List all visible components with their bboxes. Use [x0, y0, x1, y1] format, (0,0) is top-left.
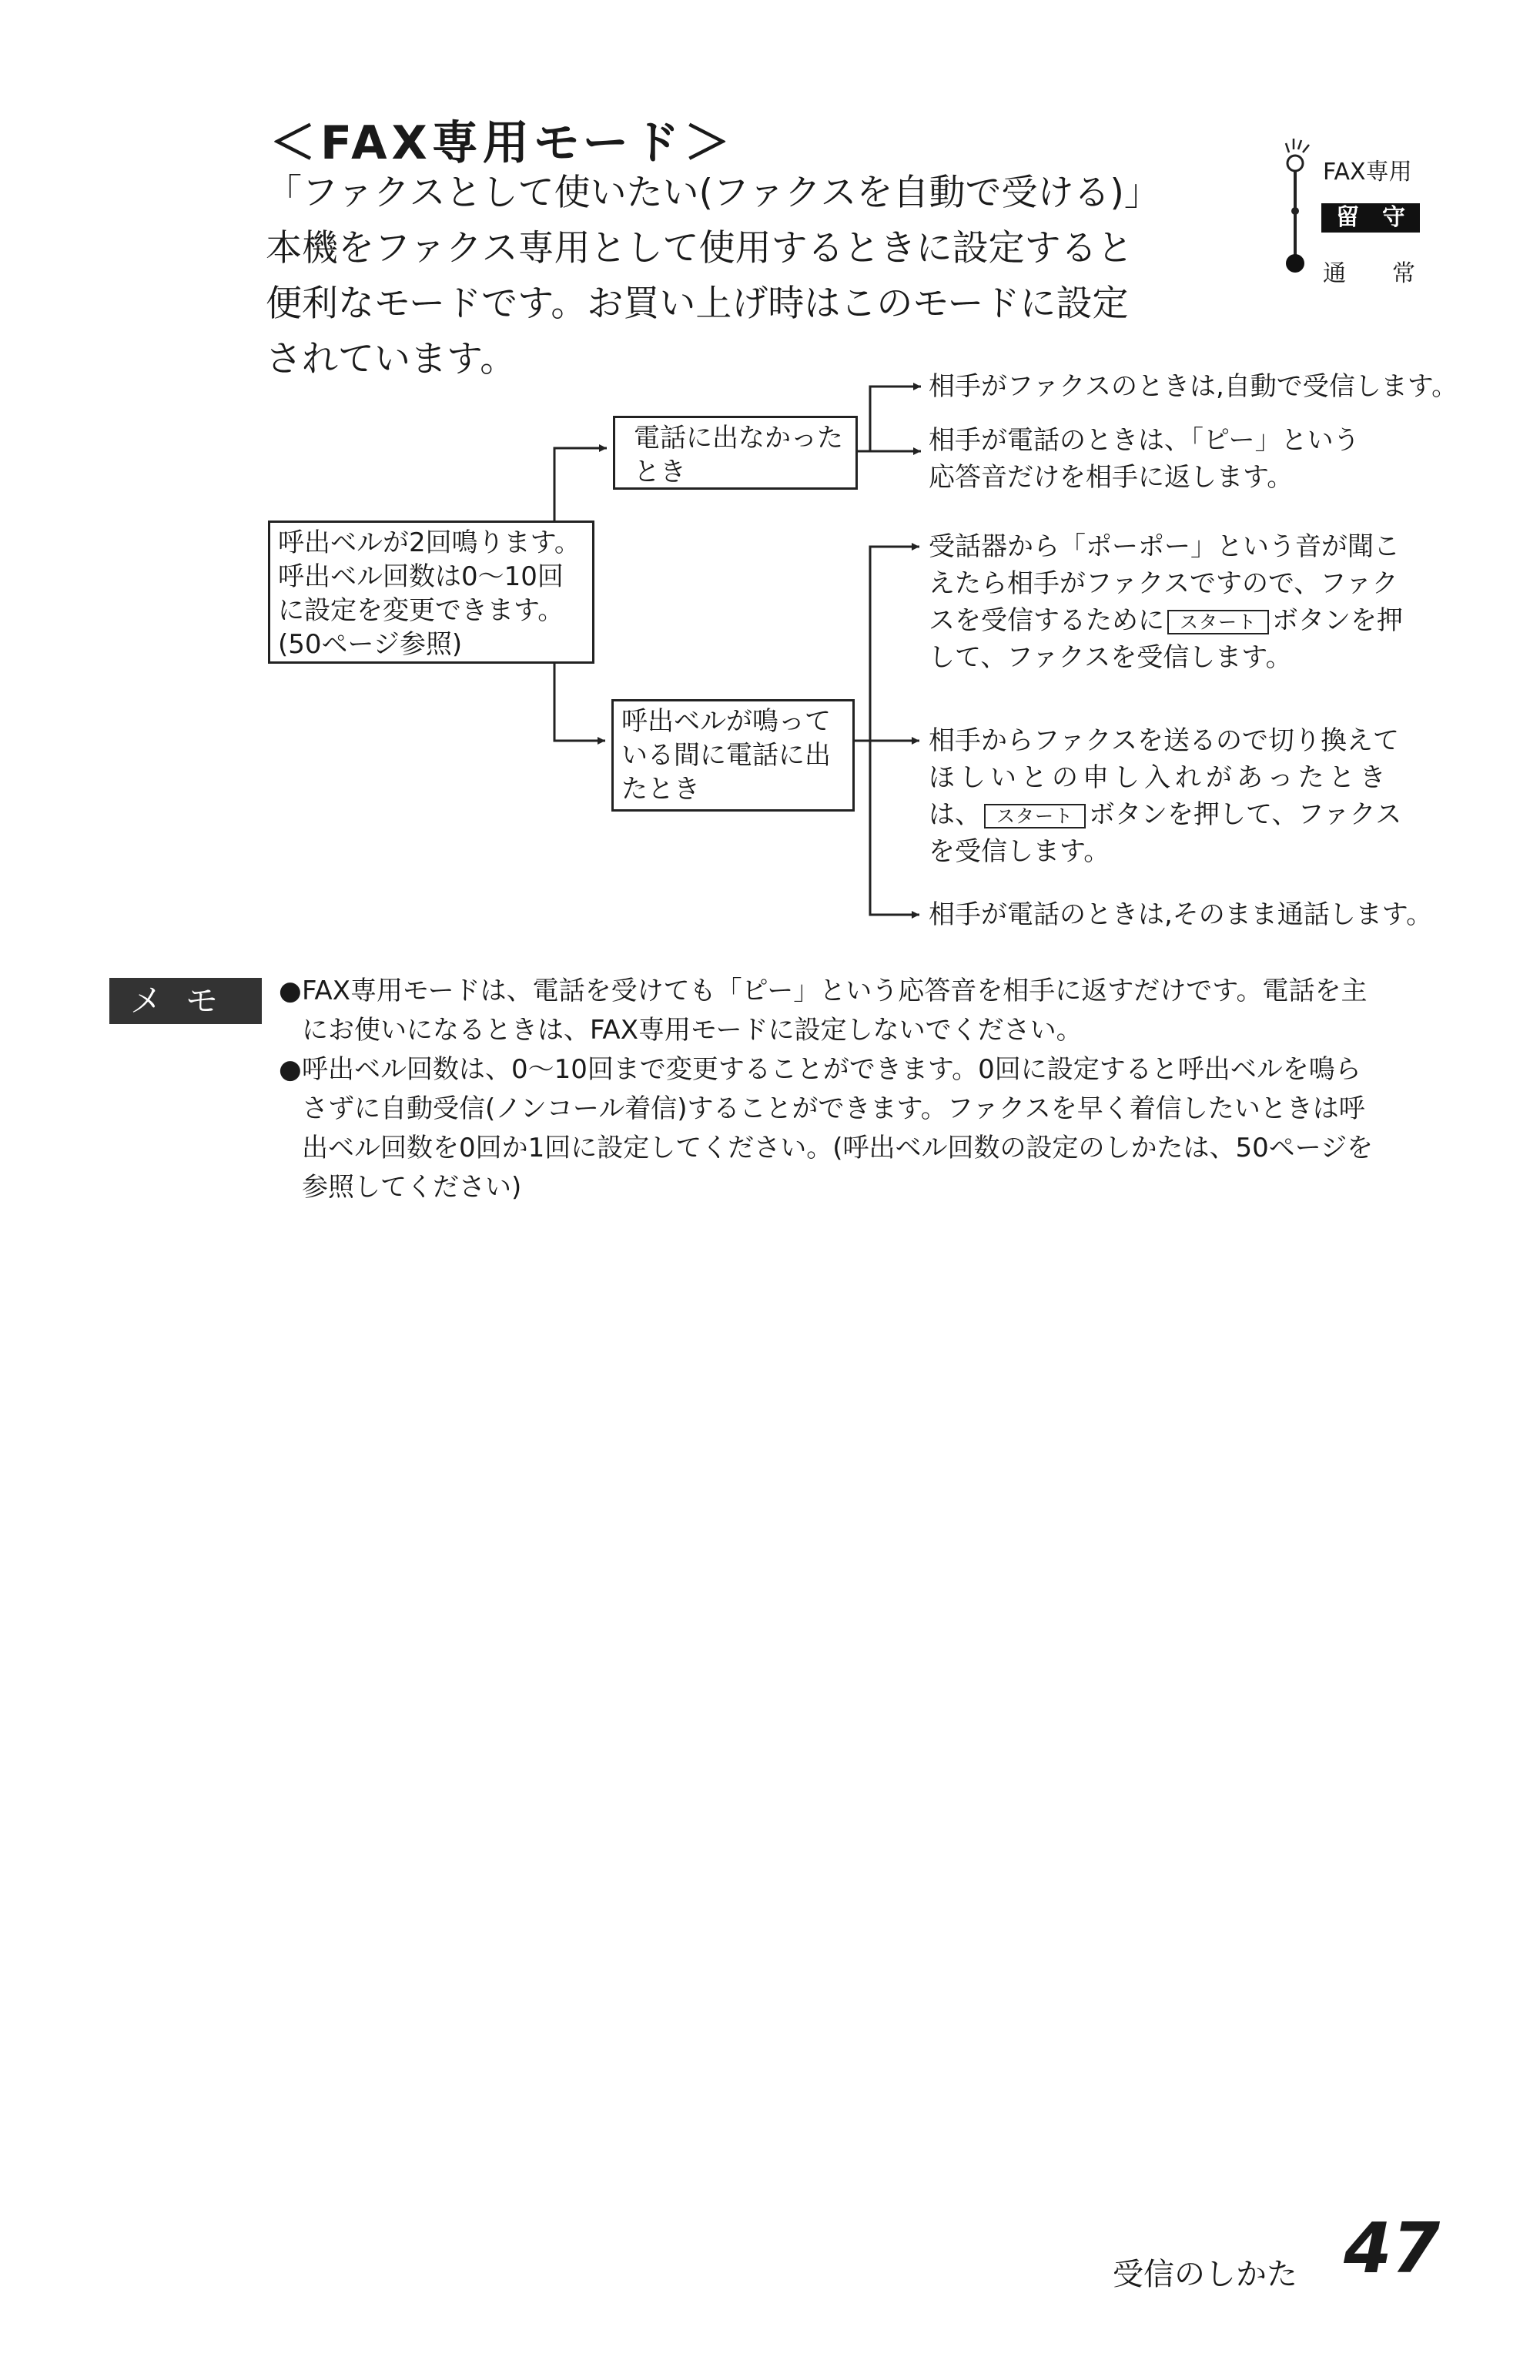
- memo-text: 出ベル回数を0回か1回に設定してください。(呼出ベル回数の設定のしかたは、50ページを: [302, 1133, 1374, 1163]
- memo-item-line: [279, 972, 1434, 1011]
- result-text: ボタンを押: [1272, 605, 1403, 636]
- intro-line: 「ファクスとして使いたい(ファクスを自動で受ける)」: [266, 172, 1160, 214]
- result-line: 相手が電話のときは、「ピー」という: [929, 425, 1360, 456]
- result-phone-talk: [929, 896, 1432, 933]
- result-phone-beep: [929, 422, 1360, 496]
- result-line: 相手からファクスを送るので切り換えて: [929, 725, 1399, 756]
- branch-box-line: 呼出ベルが鳴って: [621, 706, 831, 737]
- intro-line: 本機をファクス専用として使用するときに設定すると: [266, 227, 1133, 269]
- result-line: 応答音だけを相手に返します。: [929, 462, 1294, 493]
- start-box-line: (50ページ参照): [278, 629, 463, 660]
- memo-item-line: [279, 1129, 1434, 1168]
- result-line: [929, 796, 1401, 833]
- result-text: ボタンを押して、ファクス: [1089, 799, 1402, 830]
- start-key: スタート: [984, 804, 1086, 828]
- memo-item-line: [279, 1168, 1434, 1207]
- result-switch-request: [929, 722, 1401, 870]
- bullet-icon: ●: [279, 1054, 302, 1085]
- bullet-icon: ●: [279, 976, 302, 1006]
- branch-answered-box: [611, 699, 855, 812]
- result-line: えたら相手がファクスですので、ファク: [929, 568, 1398, 599]
- start-box: [268, 521, 594, 664]
- memo-item-line: [279, 1090, 1434, 1129]
- start-box-line: 呼出ベルが2回鳴ります。: [278, 527, 581, 558]
- mode-answering-label: 留 守: [1321, 203, 1420, 233]
- result-line: 相手が電話のときは,そのまま通話します。: [929, 899, 1433, 930]
- start-box-line: に設定を変更できます。: [278, 595, 564, 626]
- page-number: 47: [1344, 2208, 1441, 2289]
- memo-item-line: [279, 1050, 1434, 1090]
- start-box-line: 呼出ベル回数は0～10回: [278, 561, 564, 592]
- branch-box-line: いる間に電話に出: [621, 740, 831, 771]
- mode-fax-label: FAX専用: [1323, 159, 1412, 186]
- memo-label: メモ: [109, 978, 262, 1024]
- branch-no-answer-box: [613, 416, 858, 490]
- result-fax-tone: [929, 528, 1403, 676]
- result-line: を受信します。: [929, 836, 1110, 867]
- result-line: 受話器から「ポーポー」という音が聞こ: [929, 531, 1400, 562]
- memo-text: 参照してください): [302, 1172, 522, 1203]
- result-line: ほしいとの申し入れがあったとき: [929, 762, 1391, 793]
- start-key: スタート: [1167, 610, 1269, 634]
- memo-item-line: [279, 1011, 1434, 1050]
- result-fax-auto: [929, 368, 1458, 405]
- section-title: ＜FAX専用モード＞: [270, 116, 735, 170]
- memo-text: にお使いになるときは、FAX専用モードに設定しないでください。: [302, 1015, 1083, 1046]
- memo-text: さずに自動受信(ノンコール着信)することができます。ファクスを早く着信したいときは呼: [302, 1093, 1365, 1124]
- memo-text: 呼出ベル回数は、0～10回まで変更することができます。0回に設定すると呼出ベルを鳴ら: [302, 1054, 1361, 1085]
- memo-text: FAX専用モードは、電話を受けても「ピー」という応答音を相手に返すだけです。電話を主: [302, 976, 1368, 1006]
- branch-box-line: 電話に出なかった: [634, 423, 843, 454]
- intro-line: されています。: [266, 338, 517, 380]
- result-text: は、: [929, 799, 981, 830]
- memo-notes: [279, 972, 1434, 1207]
- intro-line: 便利なモードです。お買い上げ時はこのモードに設定: [266, 283, 1129, 325]
- result-line: して、ファクスを受信します。: [929, 642, 1292, 673]
- result-text: スを受信するために: [929, 605, 1164, 636]
- result-line: [929, 602, 1403, 639]
- mode-normal-label: 通 常: [1323, 260, 1415, 287]
- branch-box-line: とき: [634, 457, 686, 487]
- result-line: 相手がファクスのときは,自動で受信します。: [929, 371, 1458, 402]
- footer-section-title: 受信のしかた: [1113, 2257, 1297, 2292]
- branch-box-line: たとき: [621, 774, 700, 805]
